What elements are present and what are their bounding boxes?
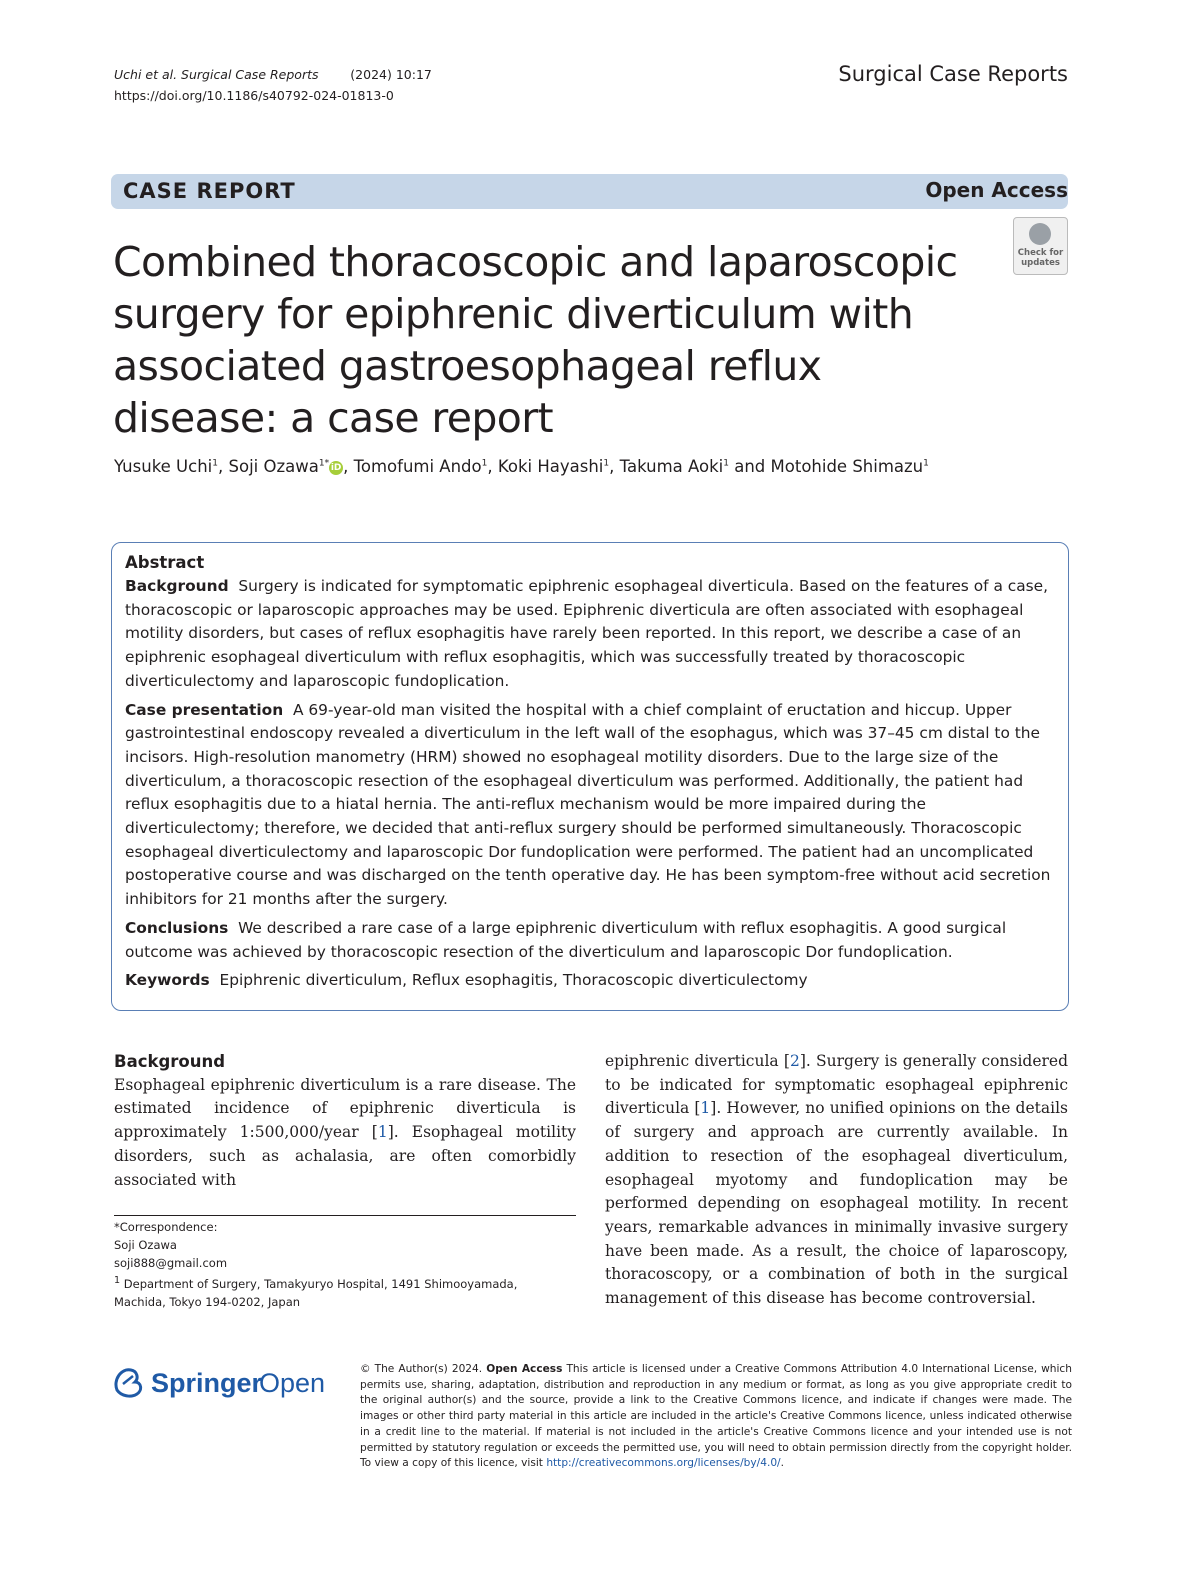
citation-link[interactable]: 1 — [700, 1099, 711, 1118]
check-updates-icon — [1029, 223, 1051, 245]
author-list: Yusuke Uchi$^1$, Soji Ozawa$^{1*}$ iD , Tomofumi Ando$^1$, Koki Hayashi$^1$, Takuma Aoki$^1$ and Motohide Shimazu$^1$ — [114, 457, 929, 476]
citation-journal: Uchi et al. Surgical Case Reports — [114, 67, 319, 82]
abstract-conclusions: Conclusions We described a rare case of a large epiphrenic diverticulum with reflux esophagitis. A good surgical outcome was achieved by thoracoscopic resection of the diverticulum and laparoscopic Dor fundoplication. — [125, 918, 1007, 961]
body-left-column — [114, 1050, 576, 1192]
article-type-banner — [111, 174, 1068, 209]
footnote-divider — [114, 1215, 576, 1216]
springer-open-logo[interactable] — [111, 1360, 331, 1405]
springer-horse-icon — [111, 1360, 331, 1405]
logo-open: Open — [259, 1368, 326, 1398]
section-heading: Background — [114, 1052, 226, 1071]
citation-year: (2024) 10:17 — [350, 67, 432, 82]
citation-link[interactable]: 2 — [789, 1052, 800, 1070]
license-statement: © The Author(s) 2024. Open Access This article is licensed under a Creative Commons Attribution 4.0 International License, which permits use, sharing, adaptation, distribution and reproduction in any medium or format, as long as you give appropriate credit to the original author(s) and the source, provide a link to the Creative Commons licence, and indicate if changes were made. The images or other third party material in this article are included in the article's Creative Commons licence, unless indicated otherwise in a credit line to the material. If material is not included in the article's Creative Commons licence and your intended use is not permitted by statutory regulation or exceeds the permitted use, you will need to obtain permission directly from the copyright holder. To view a copy of this licence, visit http://creativecommons.org/licenses/by/4.0/. — [360, 1363, 1072, 1470]
citation-link[interactable]: 1 — [377, 1123, 388, 1142]
abstract-heading: Abstract — [125, 553, 205, 572]
abstract-background: Background Surgery is indicated for symptomatic epiphrenic esophageal diverticula. Based on the features of a case, thoracoscopic or laparoscopic approaches may be used. Epiphrenic diverticula are often associated with esophageal motility disorders, but cases of reflux esophagitis have rarely been reported. In this report, we describe a case of an epiphrenic esophageal diverticulum with reflux esophagitis, which was successfully treated by thoracoscopic diverticulectomy and laparoscopic fundoplication. — [125, 577, 1049, 690]
abstract-keywords: Keywords Epiphrenic diverticulum, Reflux esophagitis, Thoracoscopic diverticulectomy — [125, 971, 808, 990]
body-right-column — [605, 1050, 1068, 1311]
author-name[interactable]: Yusuke Uchi — [114, 457, 213, 476]
abstract-case: Case presentation A 69-year-old man visited the hospital with a chief complaint of eructation and hiccup. Upper gastrointestinal endoscopy revealed a diverticulum in the left wall of the esophagus, which was 37–45 cm distal to the incisors. High-resolution manometry (HRM) showed no esophageal motility disorders. Due to the large size of the diverticulum, a thoracoscopic resection of the esophageal diverticulum was performed. Additionally, the patient had reflux esophagitis due to a hiatal hernia. The anti-reflux mechanism would be more impaired during the diverticulectomy; therefore, we decided that anti-reflux surgery should be performed simultaneously. Thoracoscopic esophageal diverticulectomy and laparoscopic Dor fundoplication were performed. The patient had an uncomplicated postoperative course and was discharged on the tenth operative day. He has been symptom-free without acid secretion inhibitors for 21 months after the surgery. — [125, 700, 1051, 909]
author-name[interactable]: Koki Hayashi — [497, 457, 604, 476]
check-for-updates-badge[interactable] — [1013, 217, 1068, 275]
body-paragraph: epiphrenic diverticula [2]. Surgery is generally considered to be indicated for symptomatic esophageal epiphrenic diverticula [1]. However, no unified opinions on the details of surgery and approach are currently available. In addition to resection of the esophageal diverticulum, esophageal myotomy and fundoplication may be performed depending on esophageal motility. In recent years, remarkable advances in minimally invasive surgery have been made. As a result, the choice of laparoscopy, thoracoscopy, or a combination of both in the surgical management of this disease has become controversial. — [605, 1052, 1069, 1308]
abstract-box — [111, 542, 1069, 1011]
author-name[interactable]: Soji Ozawa — [228, 457, 319, 476]
correspondence-email[interactable]: soji888@gmail.com — [114, 1256, 228, 1270]
journal-name: Surgical Case Reports — [838, 62, 1068, 86]
license-link[interactable]: http://creativecommons.org/licenses/by/4.0/ — [546, 1457, 781, 1470]
article-type: CASE REPORT — [123, 179, 296, 203]
author-name[interactable]: Takuma Aoki — [619, 457, 724, 476]
open-access-label: Open Access — [925, 178, 1068, 202]
author-name[interactable]: Motohide Shimazu — [770, 457, 924, 476]
body-paragraph: Esophageal epiphrenic diverticulum is a rare disease. The estimated incidence of epiphrenic diverticula is approximately 1:500,000/year [1]. Esophageal motility disorders, such as achalasia, are often comorbidly associated with — [114, 1075, 577, 1189]
doi-link[interactable]: https://doi.org/10.1186/s40792-024-01813-0 — [114, 88, 394, 103]
logo-springer: Springer — [151, 1368, 263, 1398]
orcid-icon[interactable]: iD — [330, 462, 342, 473]
author-name[interactable]: Tomofumi Ando — [353, 457, 482, 476]
check-updates-label: Check for updates — [1017, 248, 1064, 268]
footnote: *Correspondence: Soji Ozawa soji888@gmail.com $^1$ Department of Surgery, Tamakyuryo Hospital, 1491 Shimooyamada, Machida, Tokyo 194-0202, Japan — [114, 1218, 576, 1311]
article-title: Combined thoracoscopic and laparoscopic surgery for epiphrenic diverticulum with associated gastroesophageal reflux disease: a case report — [113, 238, 958, 442]
citation-block — [114, 64, 432, 106]
